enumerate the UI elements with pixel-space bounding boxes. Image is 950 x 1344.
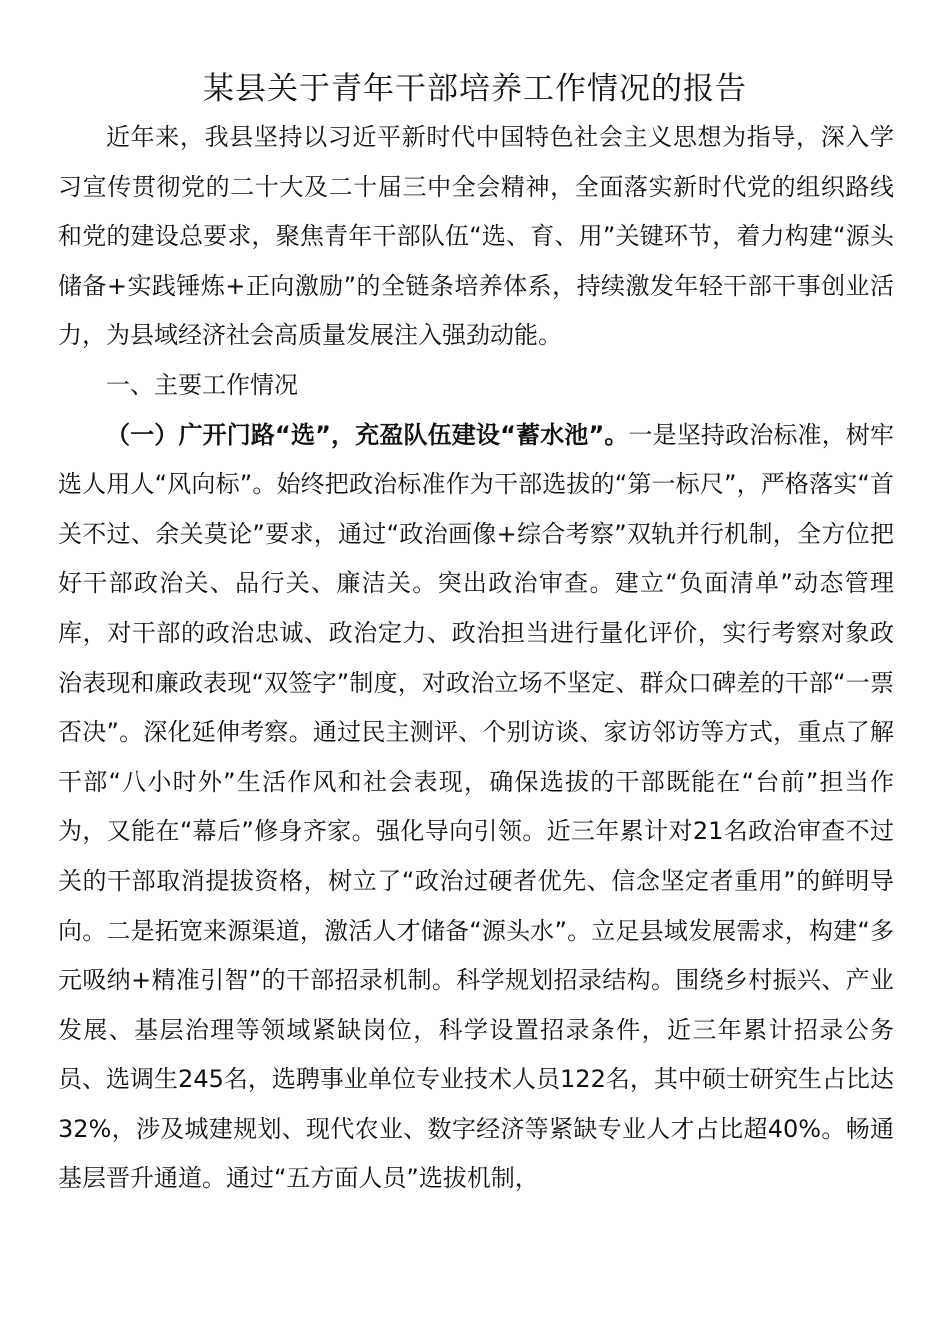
section-heading: 一、主要工作情况 [106, 370, 298, 399]
document-body [58, 113, 894, 1204]
document-title: 某县关于青年干部培养工作情况的报告 [203, 71, 747, 107]
subsection-paragraph [58, 411, 894, 1205]
subsection-heading: （一）广开门路“选”，充盈队伍建设“蓄水池”。 [106, 420, 629, 449]
subsection-body: 一是坚持政治标准，树牢选人用人“风向标”。始终把政治标准作为干部选拔的“第一标尺”，严格落实“首关不过、余关莫论”要求，通过“政治画像+综合考察”双轨并行机制，全方位把好干部政治关、品行关、廉洁关。突出政治审查。建立“负面清单”动态管理库，对干部的政治忠诚、政治定力、政治担当进行量化评价，实行考察对象政治表现和廉政表现“双签字”制度，对政治立场不坚定、群众口碑差的干部“一票否决”。深化延伸考察。通过民主测评、个别访谈、家访邻访等方式，重点了解干部“八小时外”生活作风和社会表现，确保选拔的干部既能在“台前”担当作为，又能在“幕后”修身齐家。强化导向引领。近三年累计对21名政治审查不过关的干部取消提拔资格，树立了“政治过硬者优先、信念坚定者重用”的鲜明导向。二是拓宽来源渠道，激活人才储备“源头水”。立足县域发展需求，构建“多元吸纳+精准引智”的干部招录机制。科学规划招录结构。围绕乡村振兴、产业发展、基层治理等领域紧缺岗位，科学设置招录条件，近三年累计招录公务员、选调生245名，选聘事业单位专业技术人员122名，其中硕士研究生占比达32%，涉及城建规划、现代农业、数字经济等紧缺专业人才占比超40%。畅通基层晋升通道。通过“五方面人员”选拔机制， [58, 420, 895, 1193]
intro-paragraph: 近年来，我县坚持以习近平新时代中国特色社会主义思想为指导，深入学习宣传贯彻党的二十大及二十届三中全会精神，全面落实新时代党的组织路线和党的建设总要求，聚焦青年干部队伍“选、育、用”关键环节，着力构建“源头储备+实践锤炼+正向激励”的全链条培养体系，持续激发年轻干部干事创业活力，为县域经济社会高质量发展注入强劲动能。 [58, 123, 894, 350]
